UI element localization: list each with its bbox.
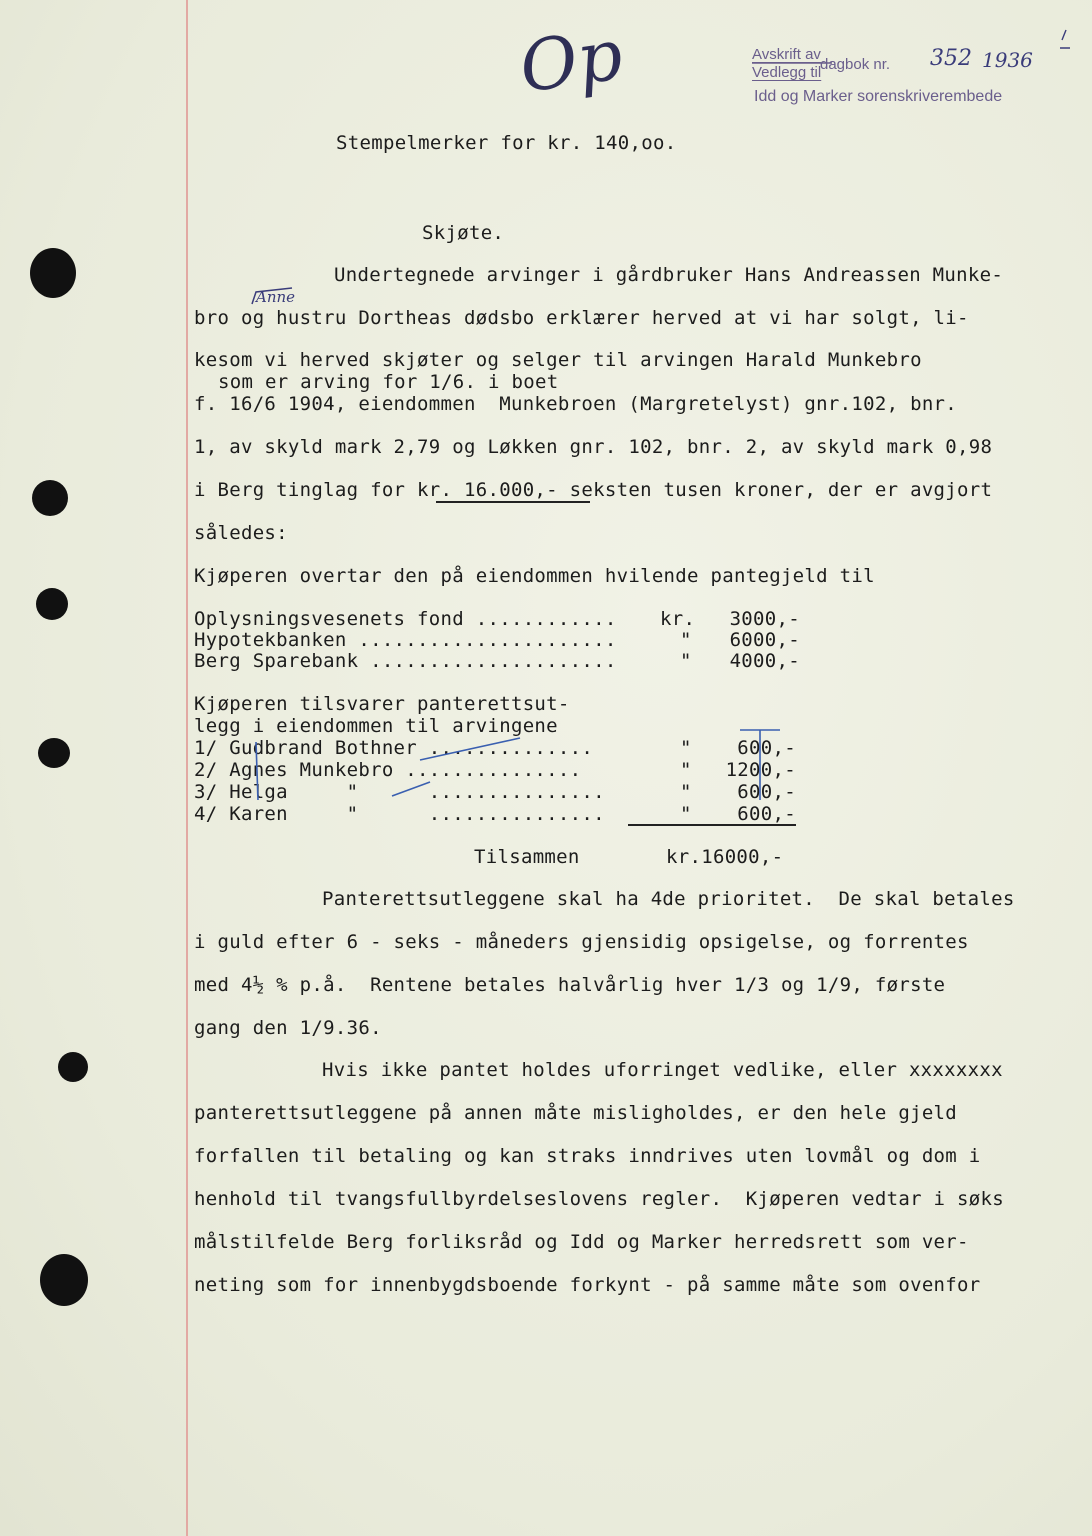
- arving-name: 4/ Karen " ...............: [194, 803, 605, 825]
- para1-line: i Berg tinglag for kr. 16.000,- seksten tusen kroner, der er avgjort: [194, 479, 993, 501]
- pantegjeld-amount: 4000,-: [729, 650, 800, 672]
- stamp-vedlegg: Vedlegg til: [752, 64, 822, 81]
- pantegjeld-amount: 6000,-: [729, 629, 800, 651]
- pantegjeld-currency: kr.: [660, 608, 696, 630]
- para1-line: bro og hustru Dortheas dødsbo erklærer herved at vi har solgt, li-: [194, 307, 969, 329]
- arving-name: 1/ Gudbrand Bothner ..............: [194, 737, 594, 759]
- document-title: Skjøte.: [422, 222, 505, 244]
- handwritten-insert: Anne: [256, 288, 296, 306]
- arving-amount: 600,-: [737, 803, 796, 825]
- insert-caret: [252, 288, 292, 304]
- para3-line: panterettsutleggene på annen måte misligholdes, er den hele gjeld: [194, 1102, 958, 1124]
- total-label: Tilsammen: [474, 846, 580, 868]
- stamp-dagbok: dagbok nr.: [820, 56, 891, 73]
- para2-line: Panterettsutleggene skal ha 4de prioritet. De skal betales: [322, 888, 1015, 910]
- arvinger-intro: Kjøperen tilsvarer panterettsut-: [194, 693, 570, 715]
- bracket-mark: [740, 730, 780, 800]
- bracket-mark: [256, 742, 258, 800]
- pantegjeld-currency: ": [680, 650, 692, 672]
- para3-line: Hvis ikke pantet holdes uforringet vedlike, eller xxxxxxxx: [322, 1059, 1003, 1081]
- arving-currency: ": [680, 759, 692, 781]
- tick-mark: [420, 738, 520, 760]
- handwritten-dagbok-number: 352: [930, 46, 972, 71]
- pantegjeld-currency: ": [680, 629, 692, 651]
- para2-line: i guld efter 6 - seks - måneders gjensidig opsigelse, og forrentes: [194, 931, 969, 953]
- para1-line: som er arving for 1/6. i boet: [218, 371, 559, 393]
- para1-line: således:: [194, 522, 288, 544]
- pantegjeld-amount: 3000,-: [729, 608, 800, 630]
- arving-currency: ": [680, 781, 692, 803]
- pantegjeld-name: Hypotekbanken ......................: [194, 629, 617, 651]
- arving-amount: 600,-: [737, 737, 796, 759]
- pantegjeld-name: Berg Sparebank .....................: [194, 650, 617, 672]
- para3-line: henhold til tvangsfullbyrdelseslovens regler. Kjøperen vedtar i søks: [194, 1188, 1004, 1210]
- arving-amount: 600,-: [737, 781, 796, 803]
- para3-line: målstilfelde Berg forliksråd og Idd og Marker herredsrett som ver-: [194, 1231, 969, 1253]
- handwritten-initials: Op: [514, 13, 628, 109]
- para3-line: neting som for innenbygdsboende forkynt - på samme måte som ovenfor: [194, 1274, 981, 1296]
- tick-mark: [392, 782, 430, 796]
- pantegjeld-intro: Kjøperen overtar den på eiendommen hvilende pantegjeld til: [194, 565, 875, 587]
- handwritten-year: 1936: [982, 48, 1033, 72]
- para2-line: gang den 1/9.36.: [194, 1017, 382, 1039]
- arving-name: 2/ Agnes Munkebro ...............: [194, 759, 582, 781]
- stamp-avskrift: Avskrift av: [752, 46, 821, 63]
- stempelmerker-line: Stempelmerker for kr. 140,oo.: [336, 132, 677, 154]
- arving-name: 3/ Helga " ...............: [194, 781, 605, 803]
- total-amount: kr.16000,-: [666, 846, 784, 868]
- para2-line: med 4½ % p.å. Rentene betales halvårlig hver 1/3 og 1/9, første: [194, 974, 946, 996]
- arving-currency: ": [680, 803, 692, 825]
- para1-line: Undertegnede arvinger i gårdbruker Hans Andreassen Munke-: [334, 264, 1004, 286]
- para1-line: 1, av skyld mark 2,79 og Løkken gnr. 102, bnr. 2, av skyld mark 0,98: [194, 436, 993, 458]
- date-superscript-mark: [1060, 30, 1070, 48]
- pantegjeld-name: Oplysningsvesenets fond ............: [194, 608, 617, 630]
- arvinger-intro: legg i eiendommen til arvingene: [194, 715, 558, 737]
- stamp-office: Idd og Marker sorenskriverembede: [754, 88, 1003, 105]
- arving-currency: ": [680, 737, 692, 759]
- arving-amount: 1200,-: [725, 759, 796, 781]
- para1-line: f. 16/6 1904, eiendommen Munkebroen (Margretelyst) gnr.102, bnr.: [194, 393, 958, 415]
- para1-line: kesom vi herved skjøter og selger til arvingen Harald Munkebro: [194, 349, 922, 371]
- para3-line: forfallen til betaling og kan straks inndrives uten lovmål og dom i: [194, 1145, 981, 1167]
